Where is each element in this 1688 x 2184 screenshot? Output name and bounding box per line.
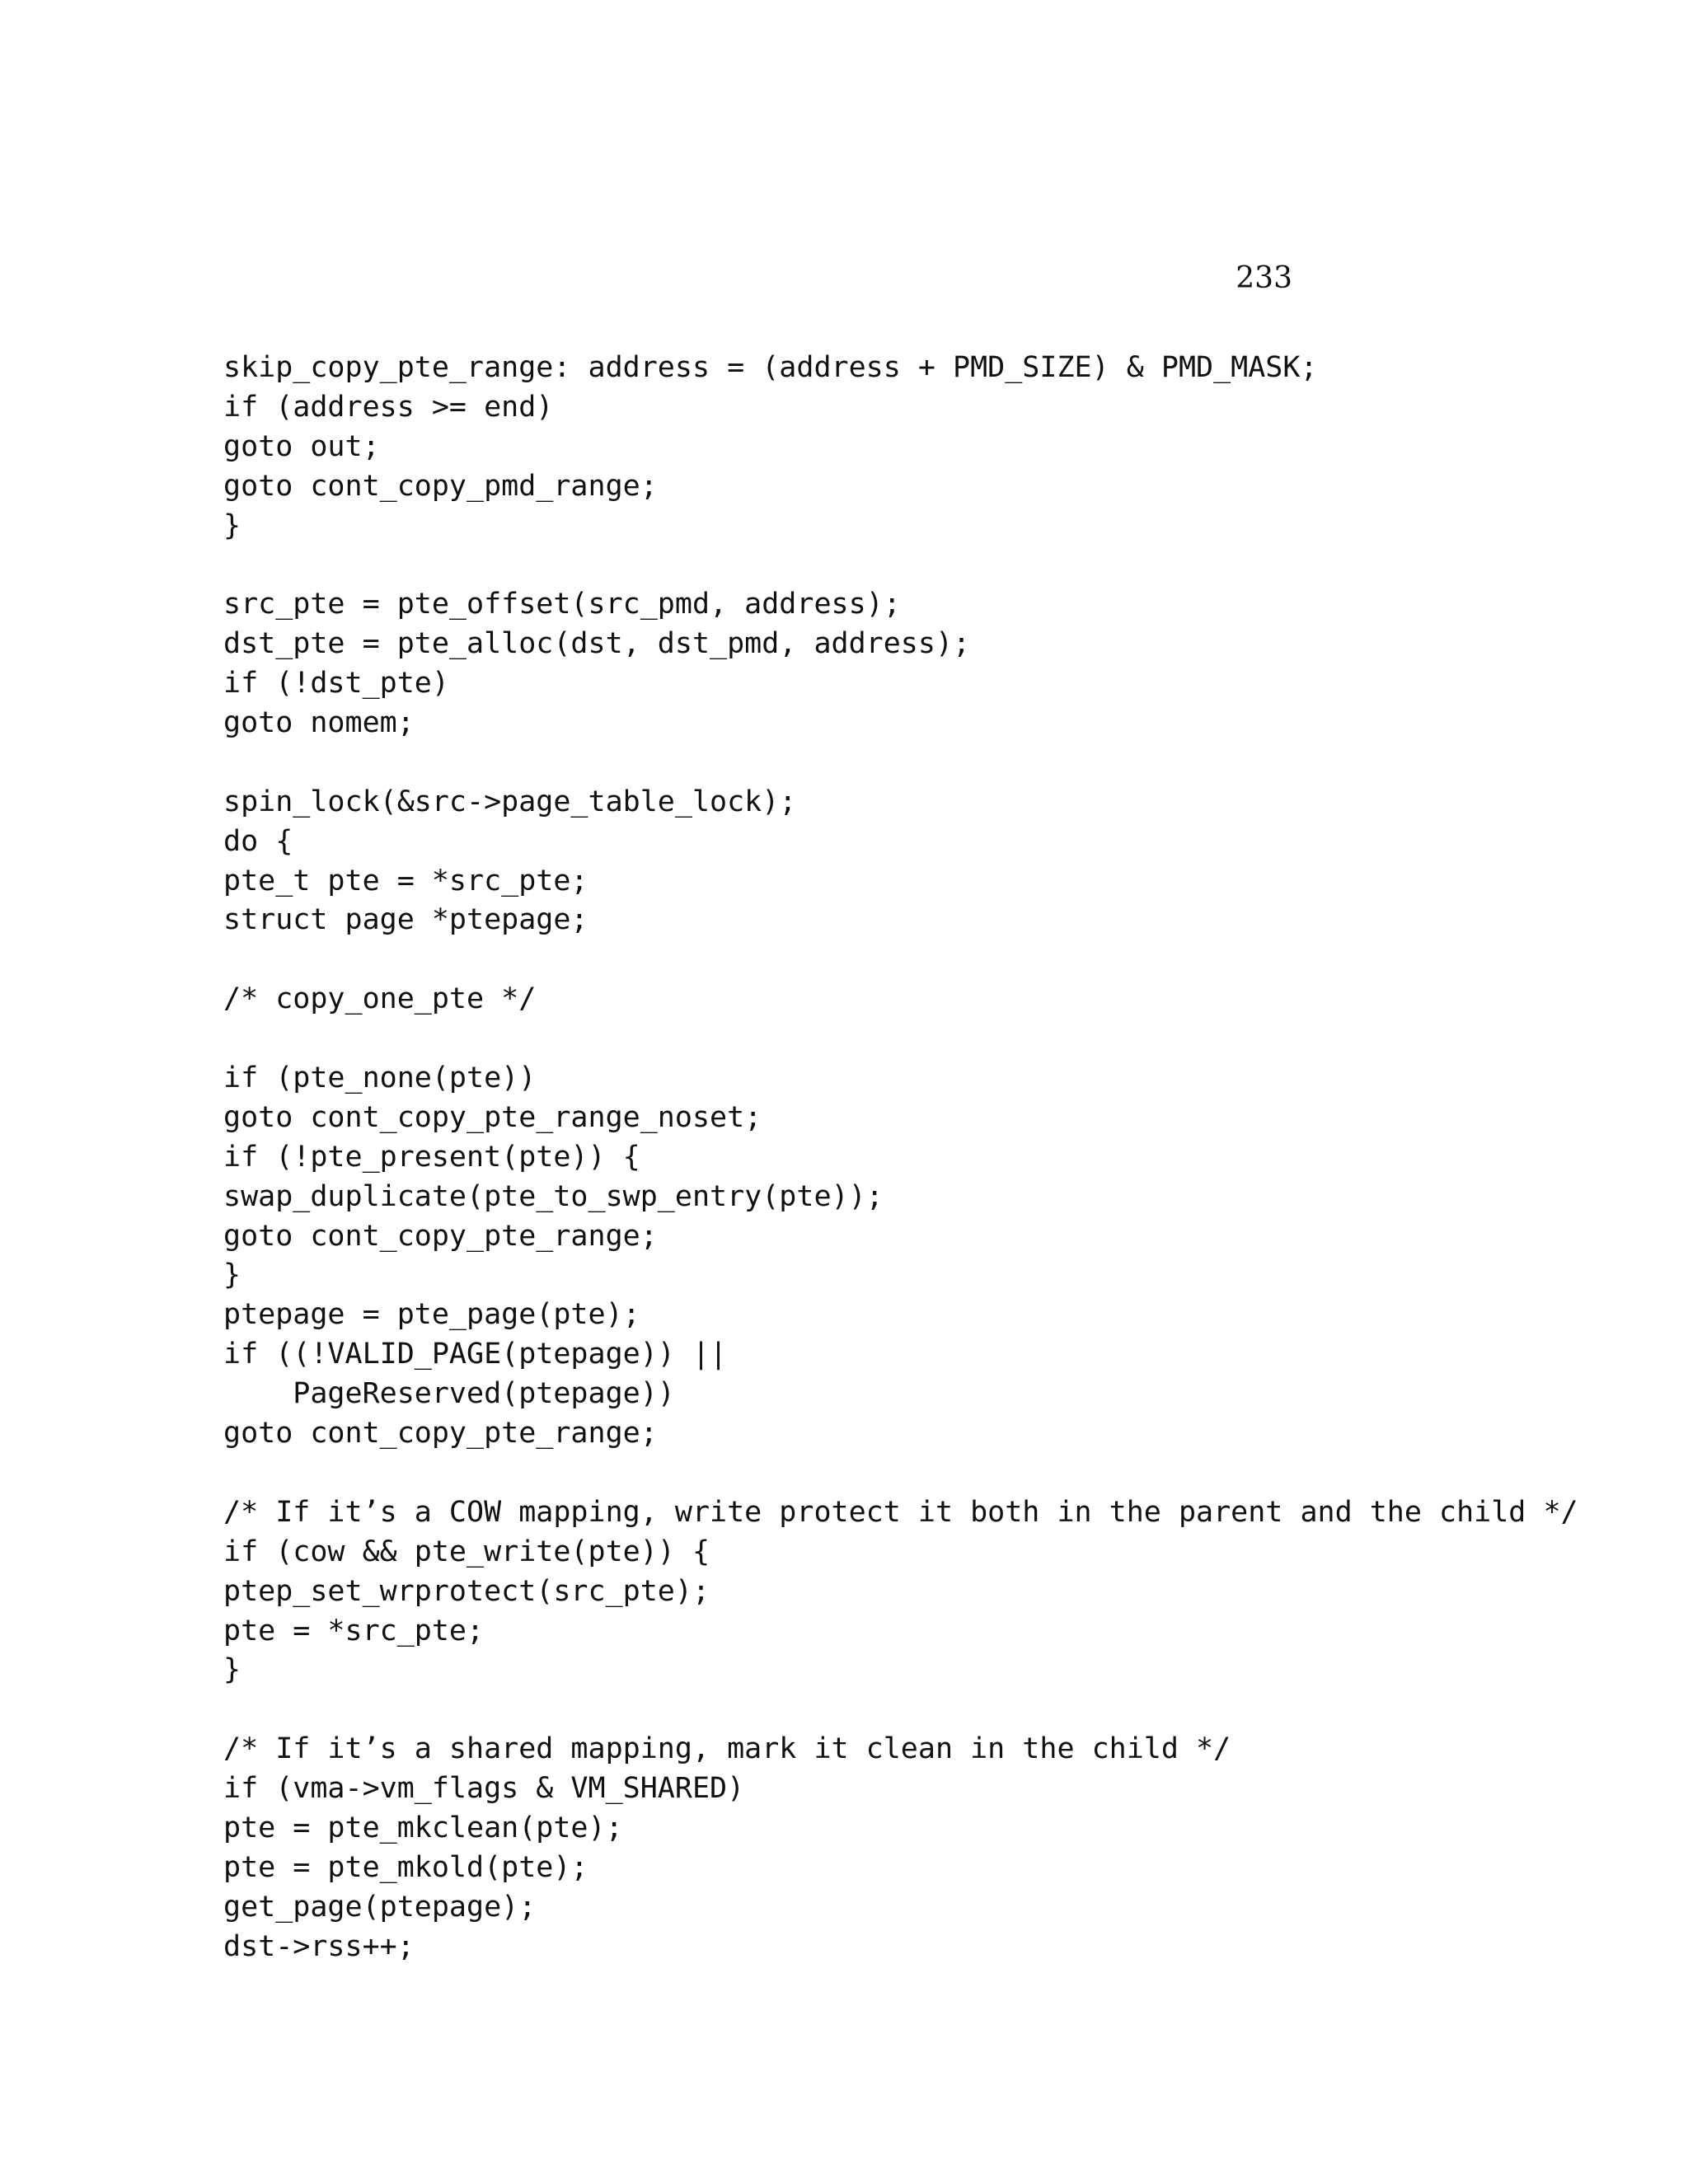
code-line: pte = *src_pte; xyxy=(223,1614,485,1647)
code-line: src_pte = pte_offset(src_pmd, address); xyxy=(223,588,901,621)
code-line: /* If it’s a COW mapping, write protect it both in the parent and the child */ xyxy=(223,1495,1578,1529)
code-line: ptepage = pte_page(pte); xyxy=(223,1298,640,1332)
code-line: goto cont_copy_pte_range; xyxy=(223,1219,658,1253)
blank-line xyxy=(223,1690,1578,1730)
code-line: if (cow && pte_write(pte)) { xyxy=(223,1535,710,1568)
code-line: dst_pte = pte_alloc(dst, dst_pmd, address); xyxy=(223,627,971,661)
code-line: PageReserved(ptepage)) xyxy=(223,1377,675,1411)
code-line: ptep_set_wrprotect(src_pte); xyxy=(223,1574,710,1608)
code-line: pte = pte_mkold(pte); xyxy=(223,1850,588,1884)
code-line: if (pte_none(pte)) xyxy=(223,1062,537,1095)
code-line: if ((!VALID_PAGE(ptepage)) || xyxy=(223,1338,728,1371)
code-line: } xyxy=(223,1258,241,1292)
code-line: get_page(ptepage); xyxy=(223,1890,537,1924)
code-line: if (!pte_present(pte)) { xyxy=(223,1140,640,1174)
blank-line xyxy=(223,1019,1578,1059)
code-line: goto cont_copy_pmd_range; xyxy=(223,469,658,503)
blank-line xyxy=(223,743,1578,783)
page-number: 233 xyxy=(1236,261,1292,295)
code-line: } xyxy=(223,1653,241,1687)
code-line: goto out; xyxy=(223,429,380,463)
code-line: } xyxy=(223,509,241,542)
code-line: if (vma->vm_flags & VM_SHARED) xyxy=(223,1772,745,1806)
code-line: dst->rss++; xyxy=(223,1929,415,1963)
code-line: swap_duplicate(pte_to_swp_entry(pte)); xyxy=(223,1179,884,1213)
code-line: if (!dst_pte) xyxy=(223,667,449,701)
code-line: goto cont_copy_pte_range; xyxy=(223,1417,658,1451)
code-line: do { xyxy=(223,824,293,858)
blank-line xyxy=(223,1454,1578,1493)
code-listing xyxy=(223,349,1578,1967)
code-line: skip_copy_pte_range: address = (address + PMD_SIZE) & PMD_MASK; xyxy=(223,351,1318,384)
code-line: pte_t pte = *src_pte; xyxy=(223,864,588,898)
code-line: spin_lock(&src->page_table_lock); xyxy=(223,785,797,818)
code-line: pte = pte_mkclean(pte); xyxy=(223,1811,623,1844)
code-line: goto nomem; xyxy=(223,706,415,740)
code-line: /* copy_one_pte */ xyxy=(223,982,537,1016)
code-line: /* If it’s a shared mapping, mark it clean in the child */ xyxy=(223,1732,1231,1766)
code-line: struct page *ptepage; xyxy=(223,903,588,937)
blank-line xyxy=(223,940,1578,980)
code-line: if (address >= end) xyxy=(223,390,554,424)
code-line: goto cont_copy_pte_range_noset; xyxy=(223,1100,762,1134)
blank-line xyxy=(223,546,1578,585)
